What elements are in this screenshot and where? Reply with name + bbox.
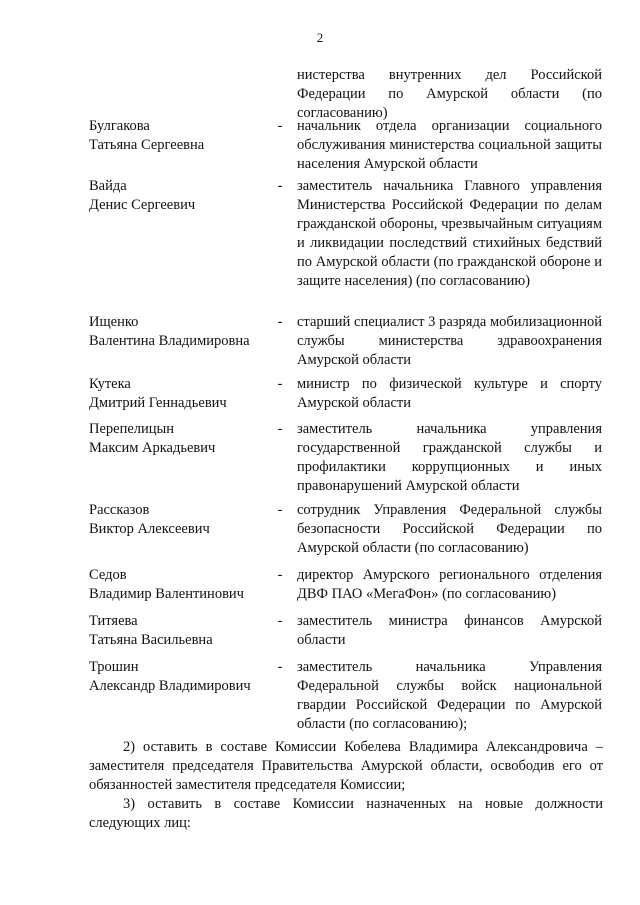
resolution-paragraph: 3) оставить в составе Комиссии назначенных на новые должности следующих лиц: xyxy=(89,796,603,831)
page-number: 2 xyxy=(316,30,324,45)
member-position: заместитель начальника Главного управления Министерства Российской Федерации по делам гражданской обороны, чрезвычайным ситуациям и ликвидации последствий стихийных бедствий по Амурской области (по гражданской обороне и защите населения) (по согласованию) xyxy=(297,178,602,289)
dash-separator: - xyxy=(277,659,283,675)
member-given-names: Валентина Владимировна xyxy=(89,333,250,349)
dash-separator: - xyxy=(277,314,283,330)
member-position: сотрудник Управления Федеральной службы безопасности Российской Федерации по Амурской области (по согласованию) xyxy=(297,502,602,556)
member-surname: Рассказов xyxy=(89,502,150,518)
dash-separator: - xyxy=(277,118,283,134)
member-given-names: Татьяна Сергеевна xyxy=(89,137,205,153)
dash-separator: - xyxy=(277,502,283,518)
dash-separator: - xyxy=(277,421,283,437)
member-name xyxy=(89,177,269,215)
member-surname: Ищенко xyxy=(89,314,139,330)
member-given-names: Владимир Валентинович xyxy=(89,586,244,602)
member-surname: Седов xyxy=(89,567,127,583)
member-surname: Перепелицын xyxy=(89,421,175,437)
member-name xyxy=(89,658,269,696)
member-given-names: Максим Аркадьевич xyxy=(89,440,216,456)
member-given-names: Виктор Алексеевич xyxy=(89,521,210,537)
member-position: начальник отдела организации социального обслуживания министерства социальной защиты населения Амурской области xyxy=(297,118,602,172)
member-surname: Вайда xyxy=(89,178,127,194)
member-position: директор Амурского регионального отделения ДВФ ПАО «МегаФон» (по согласованию) xyxy=(297,567,602,602)
resolution-paragraph: 2) оставить в составе Комиссии Кобелева Владимира Александровича – заместителя председателя Правительства Амурской области, освободив его от обязанностей заместителя председателя Комиссии; xyxy=(89,739,603,793)
member-position: старший специалист 3 разряда мобилизационной службы министерства здравоохранения Амурской области xyxy=(297,314,602,368)
member-position: министр по физической культуре и спорту Амурской области xyxy=(297,376,602,411)
member-surname: Трошин xyxy=(89,659,139,675)
member-position: заместитель начальника управления государственной гражданской службы и профилактики коррупционных и иных правонарушений Амурской области xyxy=(297,421,602,494)
dash-separator: - xyxy=(277,376,283,392)
member-position: заместитель министра финансов Амурской области xyxy=(297,613,602,648)
member-given-names: Дмитрий Геннадьевич xyxy=(89,395,227,411)
member-surname: Кутека xyxy=(89,376,131,392)
dash-separator: - xyxy=(277,178,283,194)
member-name xyxy=(89,501,269,539)
member-name xyxy=(89,375,269,413)
member-name xyxy=(89,117,269,155)
member-name xyxy=(89,313,269,351)
dash-separator: - xyxy=(277,567,283,583)
member-name xyxy=(89,566,269,604)
member-position: заместитель начальника Управления Федеральной службы войск национальной гвардии Российской Федерации по Амурской области (по согласованию); xyxy=(297,659,602,732)
member-given-names: Александр Владимирович xyxy=(89,678,251,694)
member-given-names: Денис Сергеевич xyxy=(89,197,196,213)
dash-separator: - xyxy=(277,613,283,629)
member-surname: Булгакова xyxy=(89,118,150,134)
member-name xyxy=(89,612,269,650)
member-surname: Титяева xyxy=(89,613,138,629)
continued-position-text: нистерства внутренних дел Российской Федерации по Амурской области (по согласованию) xyxy=(297,67,602,121)
member-given-names: Татьяна Васильевна xyxy=(89,632,213,648)
member-name xyxy=(89,420,269,458)
